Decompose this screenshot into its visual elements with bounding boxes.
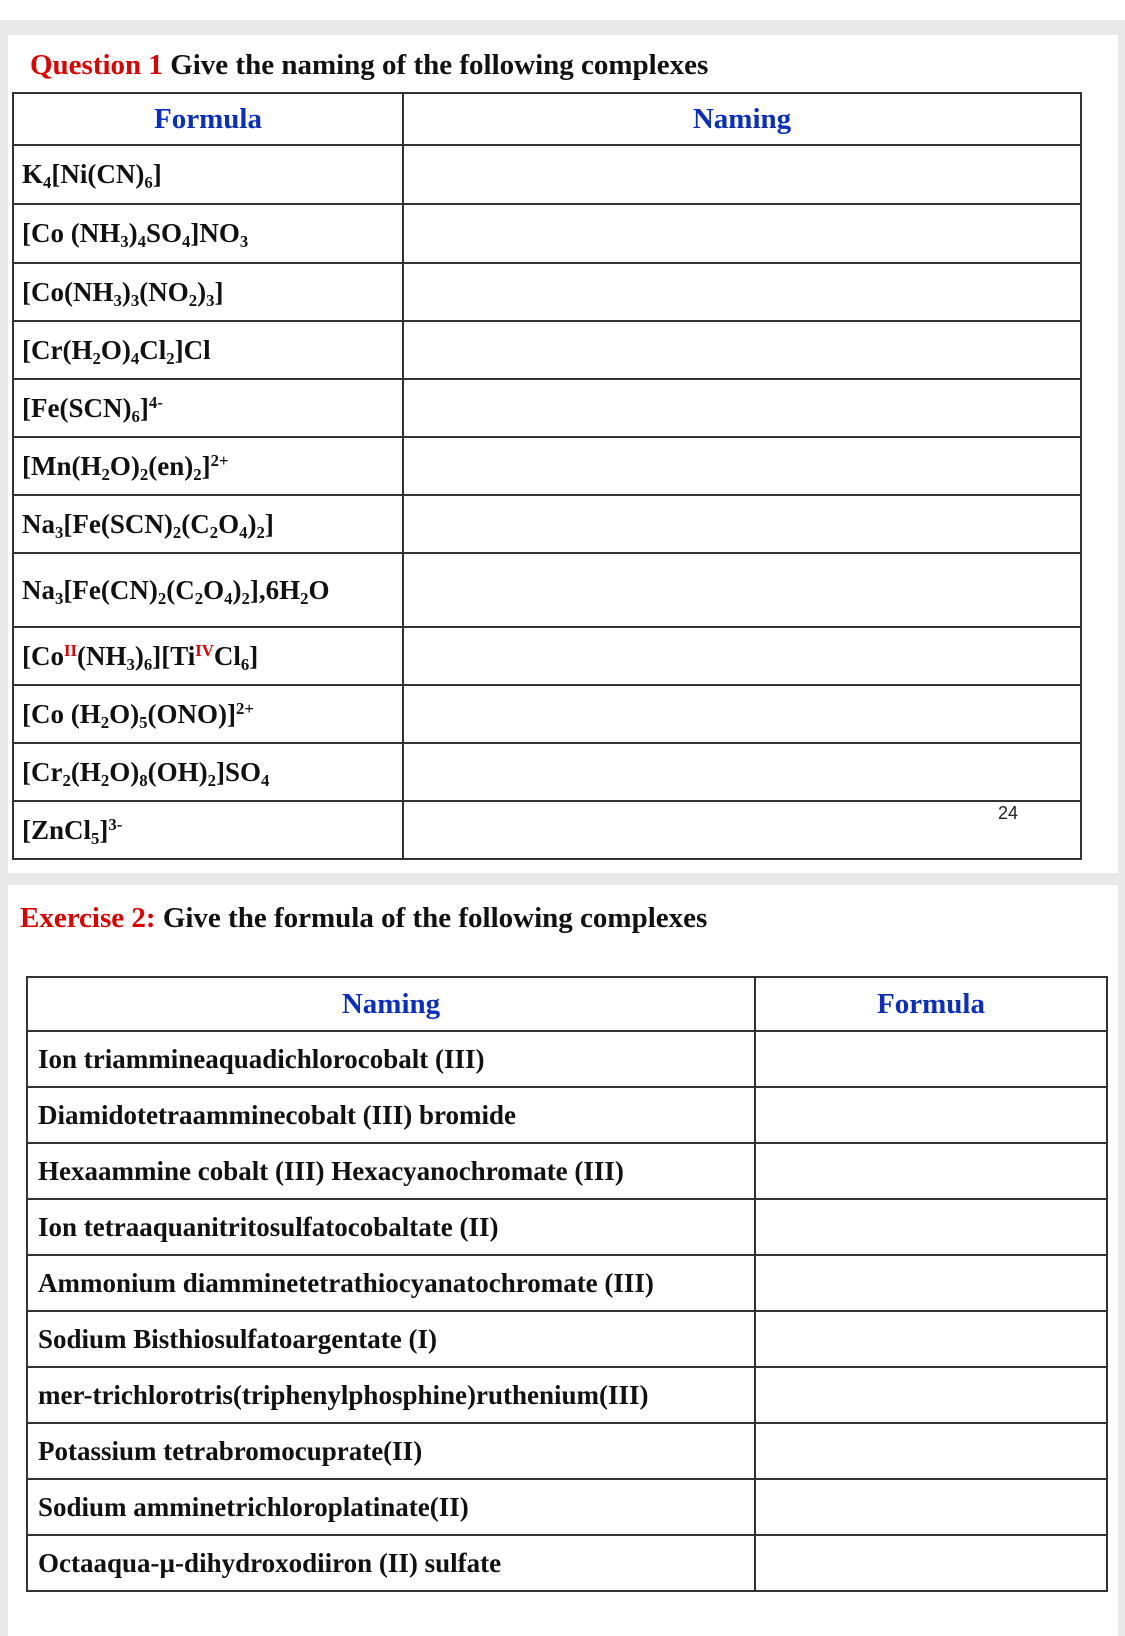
formula-part: 4 [239, 522, 248, 542]
formula-part: ) [128, 218, 138, 248]
table-row [27, 1087, 1107, 1143]
formula-answer-cell[interactable] [755, 1479, 1107, 1535]
formula-answer-cell[interactable] [755, 1255, 1107, 1311]
formula-cell [13, 743, 403, 801]
formula-part: 6 [131, 406, 140, 426]
formula-part: 8 [139, 770, 148, 790]
formula-part: 2 [241, 588, 250, 608]
formula-part: (ONO)] [147, 698, 236, 729]
formula-part: 6 [240, 654, 250, 674]
formula-part: [Cr [22, 756, 63, 787]
naming-answer-cell[interactable] [403, 495, 1081, 553]
formula-part: 2 [188, 290, 198, 310]
naming-cell: Diamidotetraamminecobalt (III) bromide [27, 1087, 755, 1143]
table-row [27, 1367, 1107, 1423]
formula-part: 5 [139, 712, 148, 732]
naming-table [12, 92, 1082, 860]
formula-part: [Fe(CN) [63, 574, 158, 605]
formula-part: 3 [126, 654, 135, 674]
formula-part: Na [22, 508, 55, 539]
formula-part: [Cr(H [22, 334, 93, 365]
formula-part: 5 [91, 828, 100, 848]
formula-part: O) [109, 756, 140, 787]
formula-part: ) [121, 276, 131, 307]
formula-answer-cell[interactable] [755, 1311, 1107, 1367]
col-header-formula-2: Formula [755, 977, 1107, 1031]
naming-answer-cell[interactable] [403, 743, 1081, 801]
formula-part: (C [181, 508, 210, 539]
exercise-2-heading [20, 902, 707, 935]
table-row [27, 1255, 1107, 1311]
formula-part: 3 [206, 290, 215, 310]
formula-part: 4 [182, 232, 191, 252]
formula-part: 3 [113, 290, 122, 310]
formula-part: 3 [120, 232, 129, 252]
exercise-2-label: Exercise 2: [20, 902, 156, 934]
formula-part: IV [195, 640, 214, 660]
formula-part: (H [70, 756, 101, 787]
formula-part: II [64, 640, 78, 660]
formula-part: 2 [193, 464, 202, 484]
formula-part: [Mn(H [22, 450, 102, 481]
table-row [27, 1311, 1107, 1367]
table-row [27, 1479, 1107, 1535]
formula-part: ] [139, 392, 149, 423]
naming-answer-cell[interactable] [403, 321, 1081, 379]
formula-part: ) [197, 276, 207, 307]
formula-cell [13, 204, 403, 263]
formula-part: 2 [139, 464, 149, 484]
formula-part: [Fe(SCN) [22, 392, 132, 423]
table-row [27, 1031, 1107, 1087]
formula-part: 3 [55, 522, 64, 542]
formula-part: 3 [130, 290, 140, 310]
formula-part: 2 [207, 770, 216, 790]
formula-answer-cell[interactable] [755, 1031, 1107, 1087]
formula-part: 2 [157, 588, 167, 608]
formula-part: (en) [148, 450, 194, 481]
table-row [13, 801, 1081, 859]
question-1-instruction: Give the naming of the following complexes [170, 49, 709, 81]
table-row [13, 379, 1081, 437]
formula-part: [Fe(SCN) [63, 508, 173, 539]
formula-part: 2 [194, 588, 204, 608]
question-1-label: Question 1 [30, 49, 163, 81]
naming-answer-cell[interactable] [403, 801, 1081, 859]
question-1-heading [30, 49, 708, 82]
table-row [13, 685, 1081, 743]
formula-part: ] [249, 640, 259, 671]
formula-part: 4 [224, 588, 233, 608]
formula-cell [13, 263, 403, 321]
formula-part: 2 [166, 348, 175, 368]
formula-part: [Co (H [22, 698, 101, 729]
formula-part: Na [22, 574, 55, 605]
formula-part: ],6H [249, 574, 301, 605]
formula-part: [Co [22, 640, 64, 671]
formula-cell [13, 495, 403, 553]
formula-part: 4 [130, 348, 140, 368]
exercise-2-instruction: Give the formula of the following complexes [162, 902, 708, 934]
naming-answer-cell[interactable] [403, 437, 1081, 495]
table-row [27, 1535, 1107, 1591]
col-header-naming: Naming [403, 93, 1081, 145]
formula-part: [Co(NH [22, 276, 114, 307]
formula-cell [13, 685, 403, 743]
formula-part: ] [264, 508, 274, 539]
formula-part: 2 [209, 522, 219, 542]
formula-part: 3- [108, 814, 123, 834]
formula-cell [13, 801, 403, 859]
formula-part: Cl [139, 334, 167, 365]
page-number: 24 [998, 803, 1019, 823]
formula-cell [13, 145, 403, 204]
naming-cell: Octaaqua-µ-dihydroxodiiron (II) sulfate [27, 1535, 755, 1591]
formula-part: K [22, 159, 44, 189]
table-row [13, 263, 1081, 321]
formula-part: 2 [101, 464, 110, 484]
formula-answer-cell[interactable] [755, 1367, 1107, 1423]
formula-part: ]SO [215, 756, 261, 787]
formula-part: 2 [300, 588, 309, 608]
formula-part: [Ni(CN) [51, 159, 145, 189]
formula-part: ][Ti [152, 640, 196, 671]
table-row [13, 145, 1081, 204]
naming-cell: Ion triammineaquadichlorocobalt (III) [27, 1031, 755, 1087]
formula-part: 2 [100, 770, 110, 790]
formula-part: 2 [92, 348, 101, 368]
table-row [13, 204, 1081, 263]
formula-part: 2 [100, 712, 110, 732]
col-header-naming-2: Naming [27, 977, 755, 1031]
formula-part: O) [109, 698, 140, 729]
formula-answer-cell[interactable] [755, 1423, 1107, 1479]
formula-part: 4 [137, 232, 146, 252]
formula-answer-cell[interactable] [755, 1199, 1107, 1255]
table-row [13, 627, 1081, 685]
formula-part: (NO [139, 276, 189, 307]
table-row [13, 437, 1081, 495]
naming-cell: Hexaammine cobalt (III) Hexacyanochromate (III) [27, 1143, 755, 1199]
formula-cell [13, 321, 403, 379]
formula-part: ) [134, 640, 144, 671]
formula-cell [13, 379, 403, 437]
naming-cell: Ion tetraaquanitritosulfatocobaltate (II) [27, 1199, 755, 1255]
naming-cell: Ammonium diamminetetrathiocyanatochromate (III) [27, 1255, 755, 1311]
naming-answer-cell[interactable] [403, 685, 1081, 743]
formula-part: ] [214, 276, 224, 307]
naming-answer-cell[interactable] [403, 553, 1081, 627]
formula-part: 2+ [235, 698, 254, 718]
naming-answer-cell[interactable] [403, 627, 1081, 685]
formula-part: 3 [55, 588, 64, 608]
naming-answer-cell[interactable] [403, 145, 1081, 204]
naming-cell: Potassium tetrabromocuprate(II) [27, 1423, 755, 1479]
top-strip [0, 0, 1125, 20]
formula-part: O) [109, 450, 140, 481]
formula-cell [13, 627, 403, 685]
formula-part: 2+ [210, 450, 229, 470]
formula-part: 6 [144, 173, 153, 193]
formula-answer-cell[interactable] [755, 1087, 1107, 1143]
formula-part: 2 [172, 522, 182, 542]
formula-part: 3 [239, 232, 249, 252]
formula-part: ]NO [190, 218, 240, 248]
naming-cell: Sodium Bisthiosulfatoargentate (I) [27, 1311, 755, 1367]
formula-part: O [308, 574, 330, 605]
formula-part: ) [232, 574, 242, 605]
formula-part: O) [100, 334, 131, 365]
col-header-formula: Formula [13, 93, 403, 145]
formula-part: O [203, 574, 225, 605]
naming-cell: Sodium amminetrichloroplatinate(II) [27, 1479, 755, 1535]
formula-part: 4 [43, 173, 52, 193]
table-row [13, 495, 1081, 553]
formula-part: ]Cl [174, 334, 211, 365]
formula-part: Cl [213, 640, 241, 671]
table-row [27, 1143, 1107, 1199]
formula-cell [13, 553, 403, 627]
formula-answer-cell[interactable] [755, 1535, 1107, 1591]
formula-part: [ZnCl [22, 814, 92, 845]
formula-part: ] [152, 159, 162, 189]
formula-part: ) [247, 508, 257, 539]
formula-part: ] [99, 814, 109, 845]
formula-cell [13, 437, 403, 495]
table-row [13, 553, 1081, 627]
formula-part: 4- [148, 392, 163, 412]
formula-part: 2 [256, 522, 265, 542]
formula-part: O [218, 508, 240, 539]
formula-part: (NH [77, 640, 127, 671]
formula-part: (OH) [147, 756, 208, 787]
table-row [27, 1423, 1107, 1479]
formula-part: [Co (NH [22, 218, 121, 248]
table-row [27, 1199, 1107, 1255]
naming-answer-cell[interactable] [403, 379, 1081, 437]
table-row [13, 321, 1081, 379]
table-row [13, 743, 1081, 801]
naming-answer-cell[interactable] [403, 204, 1081, 263]
formula-part: (C [166, 574, 195, 605]
formula-answer-cell[interactable] [755, 1143, 1107, 1199]
naming-cell: mer-trichlorotris(triphenylphosphine)ruthenium(III) [27, 1367, 755, 1423]
formula-part: 6 [143, 654, 153, 674]
formula-part: 2 [62, 770, 71, 790]
formula-part: SO [145, 218, 183, 248]
formula-part: 4 [261, 770, 270, 790]
naming-answer-cell[interactable] [403, 263, 1081, 321]
formula-part: ] [201, 450, 211, 481]
formula-table [26, 976, 1108, 1592]
